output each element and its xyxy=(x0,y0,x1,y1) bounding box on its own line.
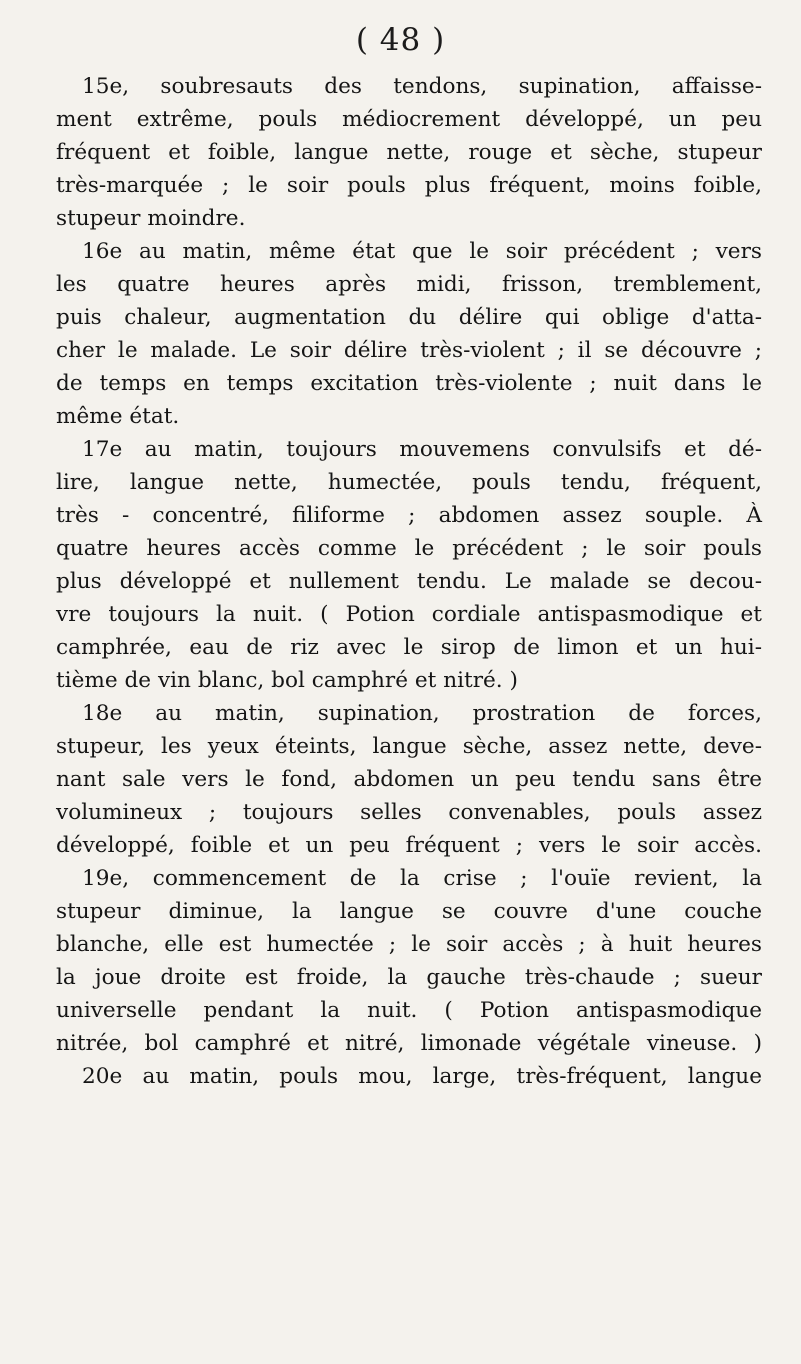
text-line: universelle pendant la nuit. ( Potion antispasmodique xyxy=(56,998,762,1023)
text-line: camphrée, eau de riz avec le sirop de limon et un hui- xyxy=(56,635,762,660)
text-line: même état. xyxy=(56,404,180,429)
text-line: quatre heures accès comme le précédent ; le soir pouls xyxy=(56,536,762,561)
text-line: stupeur, les yeux éteints, langue sèche, assez nette, deve- xyxy=(56,734,762,759)
text-line: vre toujours la nuit. ( Potion cordiale antispasmodique et xyxy=(56,602,762,627)
text-line: de temps en temps excitation très-violente ; nuit dans le xyxy=(56,371,762,396)
text-line: 15e, soubresauts des tendons, supination, affaisse- xyxy=(82,74,762,99)
text-line: fréquent et foible, langue nette, rouge et sèche, stupeur xyxy=(56,140,762,165)
text-line: cher le malade. Le soir délire très-violent ; il se découvre ; xyxy=(56,338,762,363)
text-line: très-marquée ; le soir pouls plus fréquent, moins foible, xyxy=(56,173,762,198)
text-line: ment extrême, pouls médiocrement développé, un peu xyxy=(56,107,762,132)
text-line: tième de vin blanc, bol camphré et nitré. ) xyxy=(56,668,518,693)
text-line: nitrée, bol camphré et nitré, limonade végétale vineuse. ) xyxy=(56,1031,762,1056)
text-line: lire, langue nette, humectée, pouls tendu, fréquent, xyxy=(56,470,762,495)
text-line: puis chaleur, augmentation du délire qui oblige d'atta- xyxy=(56,305,762,330)
text-line: les quatre heures après midi, frisson, tremblement, xyxy=(56,272,762,297)
text-line: 20e au matin, pouls mou, large, très-fréquent, langue xyxy=(82,1064,762,1089)
text-line: stupeur moindre. xyxy=(56,206,246,231)
text-line: blanche, elle est humectée ; le soir accès ; à huit heures xyxy=(56,932,762,957)
text-line: la joue droite est froide, la gauche très-chaude ; sueur xyxy=(56,965,762,990)
text-line: nant sale vers le fond, abdomen un peu tendu sans être xyxy=(56,767,762,792)
text-line: plus développé et nullement tendu. Le malade se decou- xyxy=(56,569,762,594)
text-line: stupeur diminue, la langue se couvre d'une couche xyxy=(56,899,762,924)
text-line: 16e au matin, même état que le soir précédent ; vers xyxy=(82,239,762,264)
text-line: développé, foible et un peu fréquent ; vers le soir accès. xyxy=(56,833,762,858)
text-line: très - concentré, filiforme ; abdomen assez souple. À xyxy=(56,503,762,528)
text-line: 18e au matin, supination, prostration de forces, xyxy=(82,701,762,726)
body-text xyxy=(56,70,762,1093)
text-line: 19e, commencement de la crise ; l'ouïe revient, la xyxy=(82,866,762,891)
text-line: volumineux ; toujours selles convenables, pouls assez xyxy=(56,800,762,825)
text-line: 17e au matin, toujours mouvemens convulsifs et dé- xyxy=(82,437,762,462)
page-number: ( 48 ) xyxy=(355,22,446,58)
